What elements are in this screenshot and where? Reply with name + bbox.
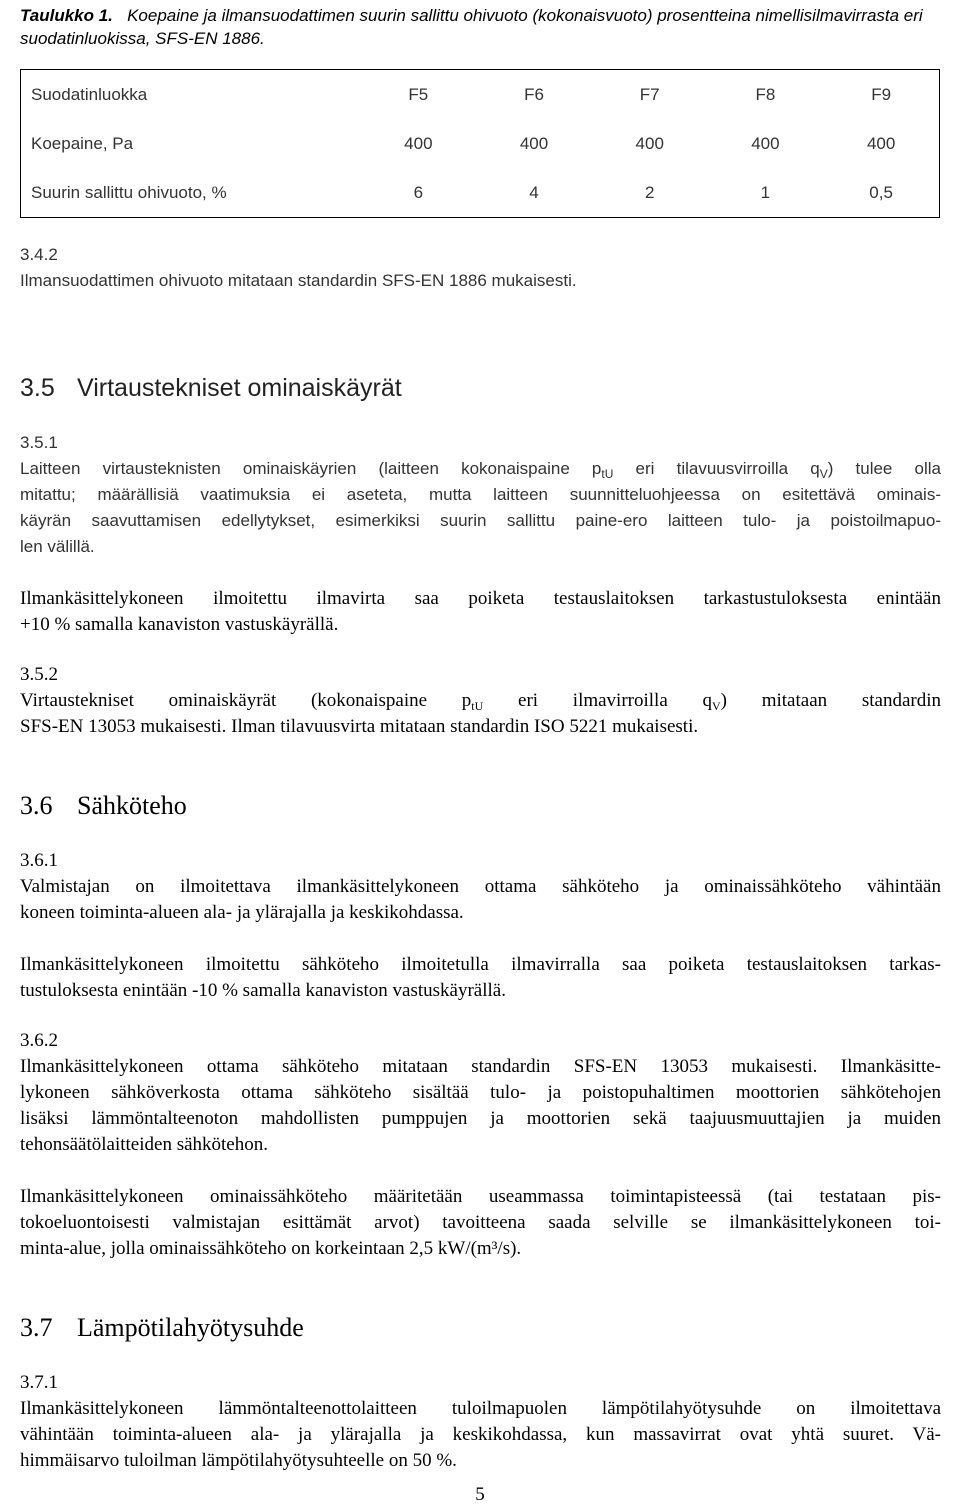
heading-title: Sähköteho bbox=[77, 791, 187, 820]
paragraph-ilmavirta bbox=[20, 586, 941, 638]
row-label: Koepaine, Pa bbox=[31, 133, 134, 153]
section-heading bbox=[20, 372, 941, 404]
table-cell: 400 bbox=[519, 133, 549, 153]
section-heading bbox=[20, 1312, 941, 1344]
row-label: Suurin sallittu ohivuoto, % bbox=[31, 182, 227, 202]
text-run: ) tulee olla bbox=[827, 459, 941, 478]
heading-title: Lämpötilahyötysuhde bbox=[77, 1313, 304, 1342]
paragraph-line: Ilmankäsittelykoneen lämmöntalteenottolaitteen tuloilmapuolen lämpötilahyötysuhde on ilmoitettava bbox=[20, 1398, 941, 1419]
heading-number: 3.6 bbox=[20, 791, 53, 820]
paragraph-line: lisäksi lämmöntalteenoton mahdollisten pumppujen ja moottorien sekä taajuusmuuttajien ja muiden bbox=[20, 1108, 941, 1129]
paragraph-line: koneen toiminta-alueen ala- ja ylärajalla ja keskikohdassa. bbox=[20, 902, 464, 923]
table-cell: 4 bbox=[529, 182, 539, 202]
section-number: 3.6.2 bbox=[20, 1030, 58, 1051]
paragraph-line: Ilmankäsittelykoneen ilmoitettu ilmavirta saa poiketa testauslaitoksen tarkastustuloksesta enintään bbox=[20, 588, 941, 609]
paragraph-line: +10 % samalla kanaviston vastuskäyrällä. bbox=[20, 614, 339, 635]
heading-3-6 bbox=[20, 790, 941, 822]
section-number: 3.7.1 bbox=[20, 1372, 58, 1393]
table-cell: 400 bbox=[404, 133, 433, 153]
section-number: 3.4.2 bbox=[20, 245, 58, 264]
section-3-4-2 bbox=[20, 242, 941, 294]
subscript: V bbox=[819, 467, 828, 481]
text-run: eri tilavuusvirroilla q bbox=[613, 459, 820, 478]
table-cell: F6 bbox=[524, 84, 544, 104]
paragraph-line: lykoneen sähköverkosta ottama sähköteho sisältää tulo- ja poistopuhaltimen moottorien sähkötehojen bbox=[20, 1082, 941, 1103]
table-caption bbox=[20, 4, 940, 50]
section-3-5-1 bbox=[20, 430, 941, 560]
heading-number: 3.5 bbox=[20, 374, 55, 402]
paragraph-line: Ilmankäsittelykoneen ilmoitettu sähköteho ilmoitetulla ilmavirralla saa poiketa testauslaitoksen tarkas- bbox=[20, 954, 941, 975]
paragraph-line: SFS-EN 13053 mukaisesti. Ilman tilavuusvirta mitataan standardin ISO 5221 mukaisesti. bbox=[20, 716, 699, 737]
table-caption-label: Taulukko 1. bbox=[20, 6, 113, 25]
table-cell: 1 bbox=[760, 182, 771, 202]
heading-number: 3.7 bbox=[20, 1313, 53, 1342]
text-run: Laitteen virtausteknisten ominaiskäyrien (laitteen kokonaispaine p bbox=[20, 459, 602, 478]
table-cell: 400 bbox=[751, 133, 780, 153]
section-3-6-1 bbox=[20, 848, 941, 926]
table-row bbox=[21, 168, 940, 218]
table-cell: 6 bbox=[413, 182, 424, 202]
paragraph-line: len välillä. bbox=[20, 537, 95, 556]
page-number: 5 bbox=[475, 1484, 485, 1505]
table-cell: F8 bbox=[755, 84, 776, 104]
paragraph-line: tokoeluontoisesti valmistajan esittämät arvot) tavoitteena saada selville se ilmankäsittelykoneen toi- bbox=[20, 1212, 941, 1233]
section-3-6-2 bbox=[20, 1028, 941, 1158]
text-run: eri ilmavirroilla q bbox=[483, 690, 712, 711]
heading-title: Virtaustekniset ominaiskäyrät bbox=[77, 374, 402, 402]
table-cell: 2 bbox=[644, 182, 655, 202]
section-3-7-1 bbox=[20, 1370, 941, 1474]
table-row bbox=[21, 119, 940, 168]
table-cell: 400 bbox=[866, 133, 896, 153]
paragraph-line: himmäisarvo tuloilman lämpötilahyötysuhteelle on 50 %. bbox=[20, 1450, 457, 1471]
paragraph-line: Valmistajan on ilmoitettava ilmankäsittelykoneen ottama sähköteho ja ominaissähköteho vähintään bbox=[20, 876, 941, 897]
paragraph-sahkoteho-poikkeama bbox=[20, 952, 941, 1004]
heading-3-7 bbox=[20, 1312, 941, 1344]
paragraph-line bbox=[20, 456, 941, 482]
table-cell: F7 bbox=[639, 84, 660, 104]
text-run: ) mitataan standardin bbox=[720, 690, 942, 711]
paragraph-line: vähintään toiminta-alueen ala- ja ylärajalla ja keskikohdassa, kun massavirrat ovat yhtä suuret. Vä- bbox=[20, 1424, 941, 1445]
table-row bbox=[21, 70, 940, 120]
section-3-5-2 bbox=[20, 662, 941, 740]
paragraph-line: Ilmankäsittelykoneen ominaissähköteho määritetään useammassa toimintapisteessä (tai testataan pis- bbox=[20, 1186, 941, 1207]
paragraph-line: mitattu; määrällisiä vaatimuksia ei aseteta, mutta laitteen suunnitteluohjeessa on esitettävä ominais- bbox=[20, 485, 941, 504]
table-cell: F9 bbox=[871, 84, 892, 104]
table-cell: 400 bbox=[635, 133, 664, 153]
paragraph-line bbox=[20, 688, 941, 714]
section-heading bbox=[20, 790, 941, 822]
subscript: V bbox=[712, 699, 721, 713]
table-cell: 0,5 bbox=[869, 182, 893, 202]
subscript: tU bbox=[601, 467, 614, 481]
subscript: tU bbox=[471, 699, 484, 713]
paragraph: Ilmansuodattimen ohivuoto mitataan standardin SFS-EN 1886 mukaisesti. bbox=[20, 271, 577, 290]
filter-class-table bbox=[20, 69, 940, 218]
paragraph-line: tustuloksesta enintään -10 % samalla kanaviston vastuskäyrällä. bbox=[20, 980, 506, 1001]
paragraph-line: tehonsäätölaitteiden sähkötehon. bbox=[20, 1134, 268, 1155]
table-cell: F5 bbox=[408, 84, 429, 104]
row-label: Suodatinluokka bbox=[31, 84, 148, 104]
text-run: Virtaustekniset ominaiskäyrät (kokonaispaine p bbox=[20, 690, 472, 711]
heading-3-5 bbox=[20, 372, 941, 404]
paragraph-ominaissahkoteho bbox=[20, 1184, 941, 1262]
paragraph-line: Ilmankäsittelykoneen ottama sähköteho mitataan standardin SFS-EN 13053 mukaisesti. Ilmankäsitte- bbox=[20, 1056, 941, 1077]
table-caption-text: Koepaine ja ilmansuodattimen suurin sallittu ohivuoto (kokonaisvuoto) prosentteina nimellisilmavirrasta eri suodatinluokissa, SFS-EN 1886. bbox=[20, 6, 923, 48]
section-number: 3.6.1 bbox=[20, 850, 58, 871]
paragraph-line: käyrän saavuttamisen edellytykset, esimerkiksi suurin sallittu paine-ero laitteen tulo- ja poistoilmapuo- bbox=[20, 511, 941, 530]
paragraph-line: minta-alue, jolla ominaissähköteho on korkeintaan 2,5 kW/(m³/s). bbox=[20, 1238, 522, 1259]
section-number: 3.5.1 bbox=[20, 433, 58, 452]
section-number: 3.5.2 bbox=[20, 664, 58, 685]
